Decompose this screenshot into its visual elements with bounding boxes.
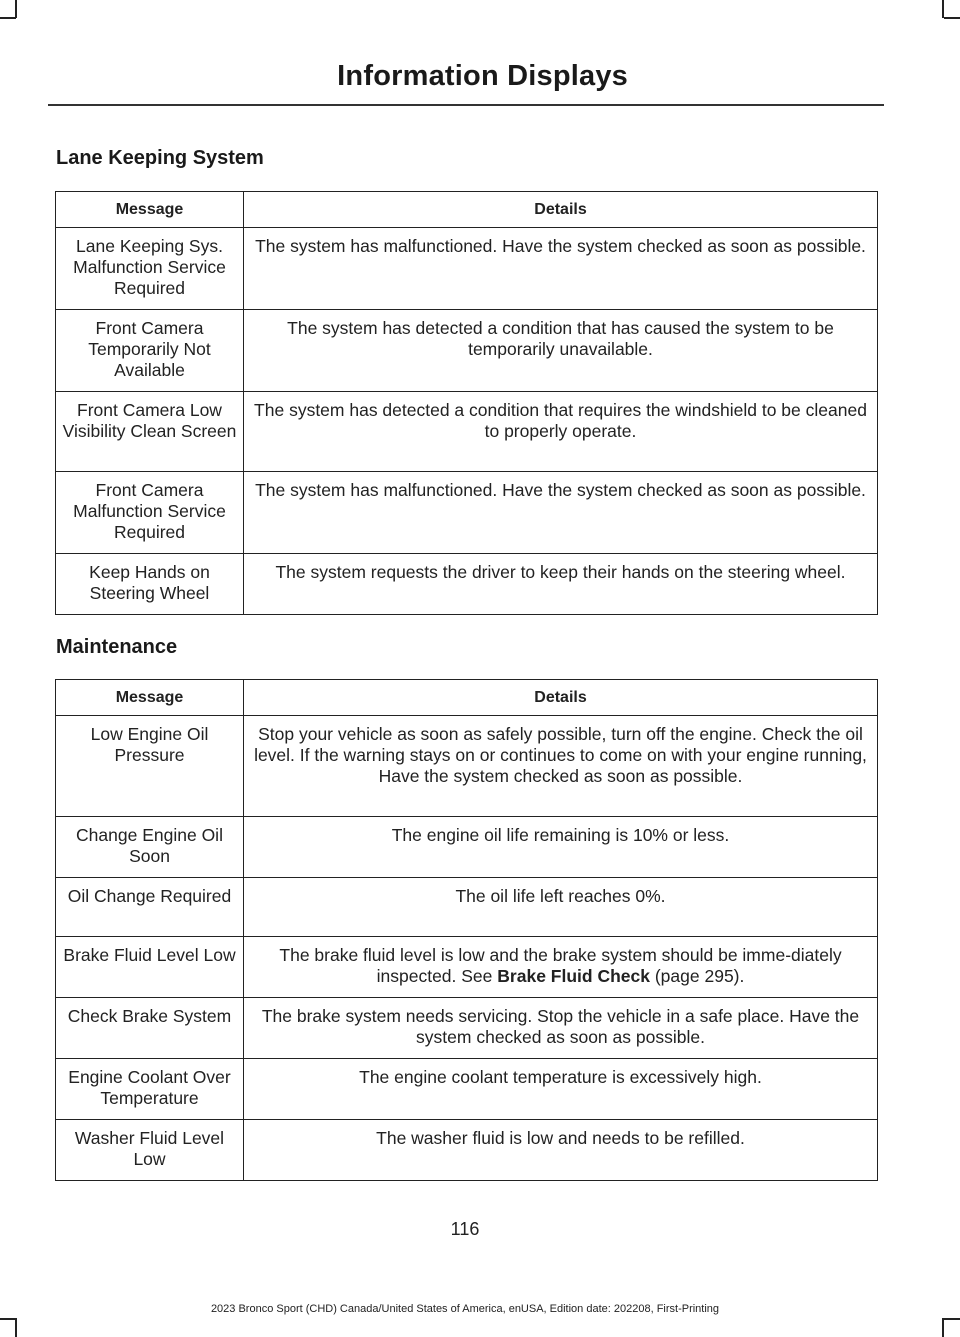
message-cell: Engine Coolant Over Temperature <box>56 1059 244 1120</box>
table-header-row <box>56 680 878 716</box>
details-cell: The system has detected a condition that requires the windshield to be cleaned to properly operate. <box>244 392 878 472</box>
page-header-title: Information Displays <box>337 60 628 92</box>
crop-mark <box>0 1318 16 1320</box>
details-cell: Stop your vehicle as soon as safely possible, turn off the engine. Check the oil level. If the warning stays on or continues to come on with your engine running, Have the system checked as soon as possible. <box>244 716 878 817</box>
message-cell: Washer Fluid Level Low <box>56 1120 244 1181</box>
maintenance-message-table <box>55 679 878 1181</box>
section-title-maintenance: Maintenance <box>56 636 178 658</box>
footer-edition-info: 2023 Bronco Sport (CHD) Canada/United States of America, enUSA, Edition date: 202208, First-Printing <box>210 1303 720 1315</box>
column-header-details: Details <box>244 680 878 716</box>
message-cell: Check Brake System <box>56 998 244 1059</box>
page-reference: (page 295). <box>654 966 745 986</box>
table-row <box>56 998 878 1059</box>
details-cell: The engine coolant temperature is excessively high. <box>244 1059 878 1120</box>
details-cell: The system has malfunctioned. Have the system checked as soon as possible. <box>244 472 878 554</box>
details-cell: The oil life left reaches 0%. <box>244 878 878 937</box>
message-cell: Oil Change Required <box>56 878 244 937</box>
table-row <box>56 817 878 878</box>
message-cell: Front Camera Temporarily Not Available <box>56 310 244 392</box>
column-header-details: Details <box>244 192 878 228</box>
message-cell: Low Engine Oil Pressure <box>56 716 244 817</box>
table-row <box>56 716 878 817</box>
crop-mark <box>15 0 17 18</box>
details-cell: The engine oil life remaining is 10% or less. <box>244 817 878 878</box>
details-cell: The washer fluid is low and needs to be refilled. <box>244 1120 878 1181</box>
lane-keeping-message-table <box>55 191 878 615</box>
details-cell: The brake system needs servicing. Stop the vehicle in a safe place. Have the system checked as soon as possible. <box>244 998 878 1059</box>
page-number: 116 <box>450 1219 480 1239</box>
section-title-lane-keeping: Lane Keeping System <box>56 147 264 169</box>
table-row <box>56 310 878 392</box>
crop-mark <box>944 1318 960 1320</box>
details-cell: The system has detected a condition that has caused the system to be temporarily unavailable. <box>244 310 878 392</box>
table-row <box>56 1059 878 1120</box>
header-divider <box>48 104 884 106</box>
details-cell: The system requests the driver to keep their hands on the steering wheel. <box>244 554 878 615</box>
crop-mark <box>942 1318 944 1337</box>
column-header-message: Message <box>56 192 244 228</box>
message-cell: Change Engine Oil Soon <box>56 817 244 878</box>
crop-mark <box>942 0 944 18</box>
details-cell <box>244 937 878 998</box>
column-header-message: Message <box>56 680 244 716</box>
message-cell: Keep Hands on Steering Wheel <box>56 554 244 615</box>
details-cell: The system has malfunctioned. Have the system checked as soon as possible. <box>244 228 878 310</box>
table-row <box>56 228 878 310</box>
message-cell: Lane Keeping Sys. Malfunction Service Required <box>56 228 244 310</box>
table-row <box>56 878 878 937</box>
table-row <box>56 392 878 472</box>
crop-mark <box>944 17 960 19</box>
crop-mark <box>15 1318 17 1337</box>
table-header-row <box>56 192 878 228</box>
message-cell: Front Camera Malfunction Service Required <box>56 472 244 554</box>
cross-reference-link[interactable]: Brake Fluid Check <box>497 966 650 986</box>
table-row <box>56 1120 878 1181</box>
details-text: The brake fluid level is low and the brake system should be imme-diately inspected. See <box>279 945 842 986</box>
message-cell: Brake Fluid Level Low <box>56 937 244 998</box>
table-row <box>56 937 878 998</box>
crop-mark <box>0 17 16 19</box>
table-row <box>56 554 878 615</box>
message-cell: Front Camera Low Visibility Clean Screen <box>56 392 244 472</box>
table-row <box>56 472 878 554</box>
